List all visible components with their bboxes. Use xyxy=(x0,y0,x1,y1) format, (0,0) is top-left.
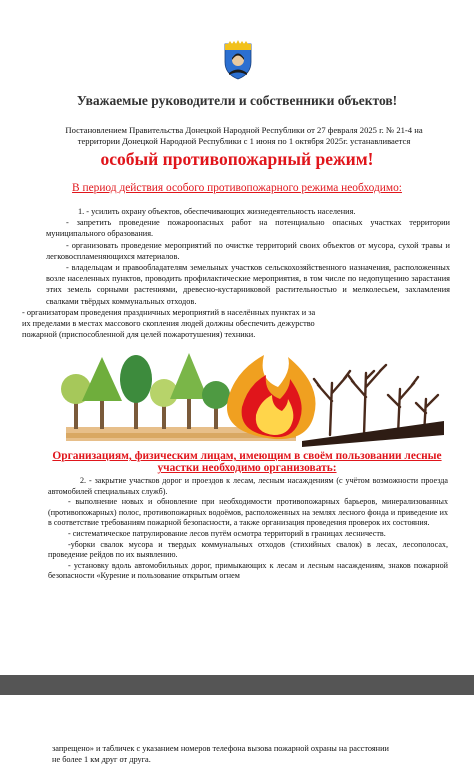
forest-fire-illustration xyxy=(52,349,448,449)
list-item: - установку вдоль автомобильных дорог, примыкающих к лесам и лесным насаждениям, знаков пожарной безопасности «Курение и пользование открытым огнем xyxy=(48,560,448,581)
list-item: - выполнение новых и обновление при необходимости противопожарных барьеров, минерализованных (противопожарных) полос, противопожарных водоёмов, расположенных на землях лесного фонда и приведение их в соответствие требованиям пожарной безопасности, а также организация проведения проверок их состояния. xyxy=(48,497,448,528)
list-item: пожарной (приспособленной для целей пожаротушения) техники. xyxy=(22,330,256,340)
section1-body xyxy=(22,206,450,340)
coat-of-arms-icon xyxy=(223,40,253,80)
list-item: - организовать проведение мероприятий по очистке территорий своих объектов от мусора, сухой травы и легковоспламеняющихся материалов. xyxy=(46,240,450,261)
list-item: - систематическое патрулирование лесов путём осмотра территорий в границах лесничеств. xyxy=(68,528,386,538)
decree-text xyxy=(36,125,452,147)
next-page-text xyxy=(52,743,450,765)
list-item: 2. - закрытие участков дорог и проездов к лесам, лесным насаждениям (с учётом возможности проезда автомобилей специальных служб). xyxy=(48,476,448,496)
tail-line: запрещено» и табличек с указанием номеров телефона вызова пожарной охраны на расстоянии xyxy=(52,744,389,753)
section2-heading: Организациям, физическим лицам, имеющим в своём пользовании лесные участки необходимо организовать: xyxy=(52,450,442,474)
section1-heading: В период действия особого противопожарного режима необходимо: xyxy=(72,182,402,194)
page-break-band xyxy=(0,675,474,695)
list-item: - владельцам и правообладателям земельных участков сельскохозяйственного назначения, расположенных возле населенных пунктов, проводить профилактические мероприятия, в том числе по недопущению зарастания этих земель сорными растениями, древесно-кустарниковой растительностью и мелколесьем, захламления свалками твёрдых коммунальных отходов. xyxy=(46,263,450,306)
list-item: их пределами в местах массового скопления людей должны обеспечить дежурство xyxy=(22,319,315,329)
decree-line: территории Донецкой Народной Республики с 1 июня по 1 октября 2025г. устанавливается xyxy=(77,136,411,146)
list-item: - запретить проведение пожароопасных работ на потенциально опасных участках территории муниципального образования. xyxy=(46,218,450,239)
green-trees-icon xyxy=(61,353,230,429)
list-item: -уборки свалок мусора и твердых коммунальных отходов (стихийных свалок) в лесах, лесополосах, проведение рейдов по их выявлению. xyxy=(48,539,448,560)
page-title: Уважаемые руководители и собственники объектов! xyxy=(76,93,398,108)
tail-line: не более 1 км друг от друга. xyxy=(52,755,151,764)
regime-heading: особый противопожарный режим! xyxy=(100,149,374,169)
section2-body xyxy=(48,476,448,582)
fire-icon xyxy=(227,355,316,439)
burnt-ground xyxy=(302,421,444,447)
decree-line: Постановлением Правительства Донецкой Народной Республики от 27 февраля 2025 г. № 21-4 на xyxy=(65,125,423,135)
list-item: 1. - усилить охрану объектов, обеспечивающих жизнедеятельность населения. xyxy=(78,207,356,216)
list-item: - организаторам проведения праздничных мероприятий в населённых пунктах и за xyxy=(22,307,316,317)
